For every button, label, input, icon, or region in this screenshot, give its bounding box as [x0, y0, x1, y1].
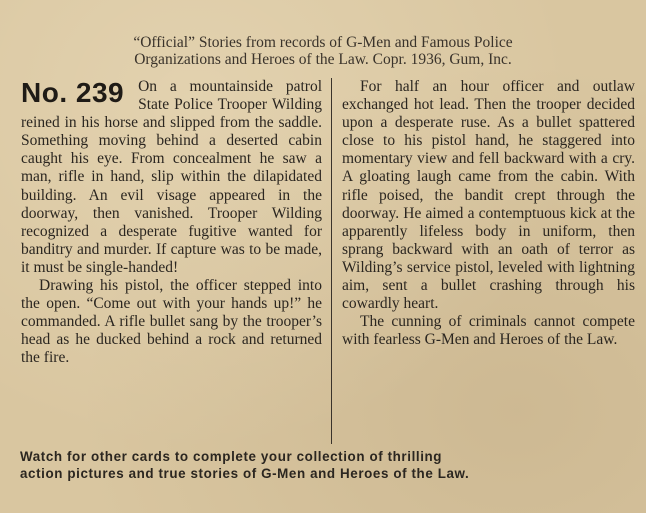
story-paragraph-3: For half an hour officer and outlaw exchanged hot lead. Then the trooper decided upon a desperate ruse. As a bullet spattered close to his pistol hand, he staggered into momentary view and fell backward with a cry. A gloating laugh came from the cabin. With rifle poised, the bandit crept through the doorway. He aimed a contemptuous kick at the apparently lifeless body in uniform, then sprang backward with an oath of terror as Wilding’s service pistol, leveled with lightning aim, sent a bullet crashing through his cowardly heart. [342, 78, 635, 313]
card-footer [20, 448, 633, 482]
header-line-2: Organizations and Heroes of the Law. Copr. 1936, Gum, Inc. [134, 51, 512, 68]
card-number: No. 239 [21, 77, 125, 108]
story-paragraph-1: On a mountainside patrol State Police Trooper Wilding reined in his horse and slipped from the saddle. Something moving behind a deserted cabin caught his eye. From concealment he saw a man, rifle in hand, slip within the dilapidated building. An evil visage appeared in the doorway, then vanished. Trooper Wilding recognized a desperate fugitive wanted for banditry and murder. If capture was to be made, it must be single-handed! [21, 78, 322, 276]
story-paragraph-2: Drawing his pistol, the officer stepped into the open. “Come out with your hands up!” he commanded. A rifle bullet sang by the trooper’s head as he ducked behind a rock and returned the fire. [21, 277, 322, 367]
column-divider [331, 78, 332, 444]
footer-line-2: action pictures and true stories of G-Men and Heroes of the Law. [20, 466, 470, 481]
story-moral: The cunning of criminals cannot compete with fearless G-Men and Heroes of the Law. [342, 313, 635, 349]
header-line-1: “Official” Stories from records of G-Men and Famous Police [133, 34, 513, 51]
card-header [20, 34, 626, 68]
story-right-column [342, 78, 635, 349]
story-left-column [21, 78, 322, 368]
footer-line-1: Watch for other cards to complete your collection of thrilling [20, 449, 443, 464]
